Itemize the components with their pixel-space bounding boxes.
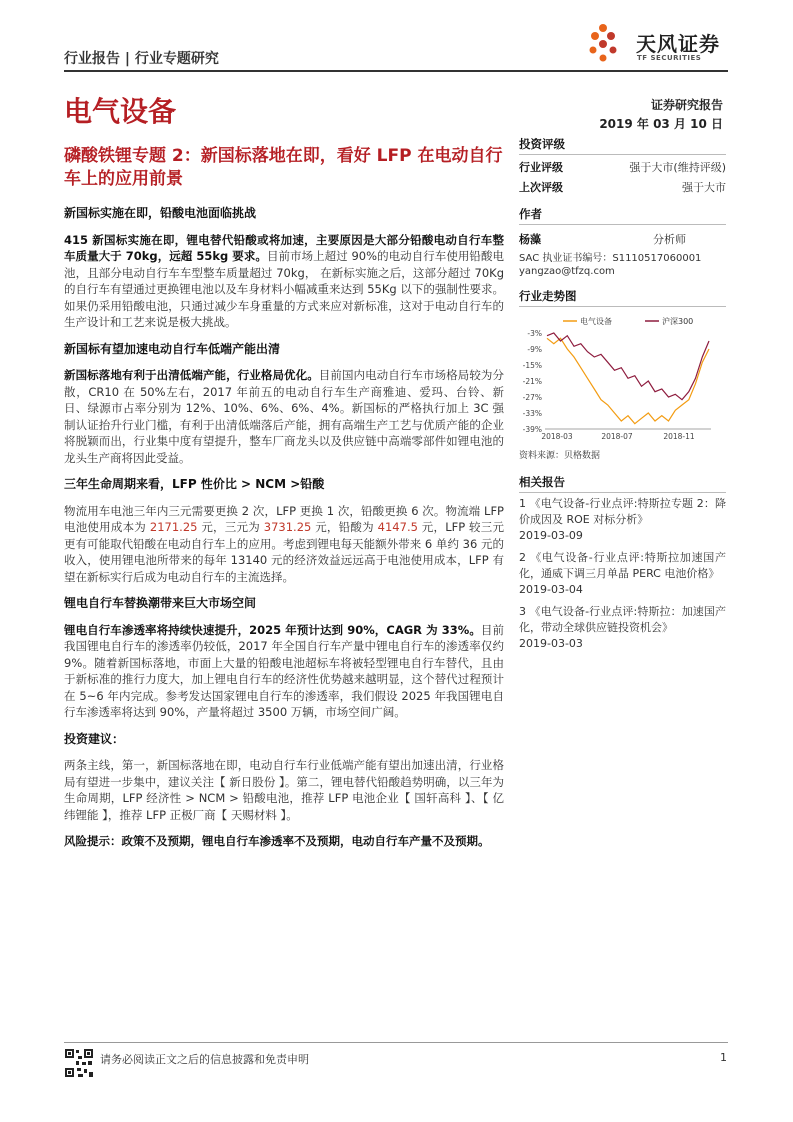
header-divider — [64, 70, 728, 72]
section-heading: 锂电自行车替换潮带来巨大市场空间 — [64, 596, 257, 610]
logo-mark-icon — [590, 24, 617, 62]
qr-code-icon — [64, 1048, 94, 1078]
paragraph: 物流用车电池三年内三元需要更换 2 次，LFP 更换 1 次，铅酸更换 6 次。物流端 LFP 电池使用成本为 2171.25 元，三元为 3731.25 元，铅酸为 4147.5 元，LFP 较三元更有可能取代铅酸在电动自行车上的应用。考虑到锂电每天能额外带来 6 单约 36 元的收入，使用锂电池所带来的每年 13140 元的经济效益远远高于电池使用成本，LFP 有望在新标实行后成为电动自行车的主流选择。 — [64, 503, 504, 584]
trend-chart — [519, 311, 726, 446]
x-tick-label: 2018-03 — [541, 432, 573, 441]
paragraph: 415 新国标实施在即，锂电替代铅酸或将加速，主要原因是大部分铅酸电动自行车整车质量大于 70kg，远超 55kg 要求。目前市场上超过 90%的电动自行车使用铅酸电池，且部分电动自行车车型整车质量超过 70kg， 在新标实施之后，这部分超过 70Kg 的自行车有望通过更换锂电池以及车身材料小幅减重来达到 55Kg 以下的强制性要求。如果仍采用铅酸电池，只通过减少车身重量的方式来应对新标准，这对于电动自行车的生产设计和工艺来说是极大挑战。 — [64, 232, 505, 329]
legend-label: 沪深300 — [662, 317, 694, 326]
chart-source: 资料来源：贝格数据 — [519, 451, 601, 461]
section-heading: 新国标实施在即，铅酸电池面临挑战 — [64, 206, 257, 220]
paragraph: 两条主线，第一，新国标落地在即，电动自行车行业低端产能有望出加速出清，行业格局有望进一步集中，建议关注【 新日股份 】。第二，锂电替代铅酸趋势明确，以三年为生命周期，LFP 经济性 > NCM > 铅酸电池，推荐 LFP 电池企业【 国轩高科 】、【 亿纬锂能 】，推荐 LFP 正极厂商【 天赐材料 】。 — [64, 758, 504, 822]
y-tick-label: -27% — [522, 393, 542, 402]
x-tick-label: 2018-11 — [663, 432, 695, 441]
value-ncm: 3731.25 — [263, 520, 312, 534]
author-block — [519, 206, 726, 277]
section-heading: 三年生命周期来看，LFP 性价比 > NCM >铅酸 — [64, 477, 325, 491]
rating-label: 行业评级 — [519, 161, 563, 174]
sector-title: 电气设备 — [64, 95, 177, 128]
section-heading: 投资建议： — [64, 731, 125, 746]
report-title: 磷酸铁锂专题 2：新国标落地在即，看好 LFP 在电动自行车上的应用前景 — [64, 146, 503, 189]
footer-divider — [64, 1042, 728, 1043]
logo-text-en: TF SECURITIES — [637, 54, 702, 62]
trend-chart-block — [519, 288, 726, 461]
rating-block — [519, 136, 726, 195]
author-email[interactable]: yangzao@tfzq.com — [519, 266, 615, 277]
y-tick-label: -33% — [522, 409, 542, 418]
report-date: 2019 年 03 月 10 日 — [599, 117, 723, 131]
y-tick-label: -39% — [522, 425, 542, 434]
y-tick-label: -15% — [522, 361, 542, 370]
author-heading: 作者 — [519, 206, 726, 225]
report-category: 行业报告 | 行业专题研究 — [64, 51, 219, 67]
series-line — [547, 333, 709, 400]
rating-heading: 投资评级 — [519, 136, 726, 155]
chart-heading: 行业走势图 — [519, 288, 726, 307]
related-report-item[interactable]: 1 《电气设备-行业点评:特斯拉专题 2：降价成因及 ROE 对标分析》 2019-03-09 — [519, 497, 726, 542]
section-heading: 新国标有望加速电动自行车低端产能出清 — [64, 341, 281, 356]
y-tick-label: -9% — [527, 345, 542, 354]
related-heading: 相关报告 — [519, 474, 726, 493]
logo-text-cn: 天风证券 — [636, 32, 720, 56]
footer-disclaimer: 请务必阅读正文之后的信息披露和免责申明 — [100, 1053, 309, 1066]
legend-label: 电气设备 — [580, 317, 612, 326]
report-type: 证券研究报告 — [650, 98, 723, 112]
author-cert: SAC 执业证书编号：S1110517060001 — [519, 253, 702, 264]
value-lead: 4147.5 — [377, 520, 418, 534]
related-reports — [519, 474, 726, 658]
paragraph: 锂电自行车渗透率将持续快速提升，2025 年预计达到 90%，CAGR 为 33%。目前我国锂电自行车的渗透率仍较低，2017 年全国自行车产量中锂电自行车的渗透率仅约 9%。随着新国标落地，市面上大量的铅酸电池超标车将被轻型锂电自行车替代，且由于新标准的推行力度大，加上锂电自行车的经济性优势越来越明显，这个替代过程预计在 5~6 年内完成。参考发达国家锂电自行车的渗透率，我们假设 2025 年我国锂电自行车渗透率将达到 90%，产量将超过 3500 万辆，市场空间广阔。 — [64, 622, 504, 719]
author-title: 分析师 — [653, 233, 686, 246]
value-lfp: 2171.25 — [149, 520, 198, 534]
series-line — [547, 338, 709, 423]
prev-rating-value: 强于大市 — [682, 181, 726, 194]
main-content — [64, 205, 504, 860]
author-name: 杨藻 — [519, 233, 541, 246]
page-number: 1 — [720, 1051, 727, 1064]
paragraph: 新国标落地有利于出清低端产能，行业格局优化。目前国内电动自行车市场格局较为分散，CR10 在 50%左右，2017 年前五的电动自行车生产商雅迪、爱玛、台铃、新日、绿源市占率分别为 12%、10%、6%、6%、4%。新国标的严格执行加上 3C 强制认证抬升行业门槛，有利于出清低端落后产能，拥有高端生产工艺与优质产能的企业将脱颖而出，行业集中度有望提升，整车厂商龙头以及供应链中高端零部件如锂电池的龙头生产商将因此受益。 — [64, 368, 504, 465]
y-tick-label: -3% — [527, 329, 542, 338]
y-tick-label: -21% — [522, 377, 542, 386]
related-report-item[interactable]: 2 《电气设备-行业点评:特斯拉加速国产化，通威下调三月单晶 PERC 电池价格》 2019-03-04 — [519, 551, 726, 596]
related-report-item[interactable]: 3 《电气设备-行业点评:特斯拉：加速国产化，带动全球供应链投资机会》 2019-03-03 — [519, 605, 726, 650]
rating-value: 强于大市(维持评级) — [629, 161, 726, 174]
prev-rating-label: 上次评级 — [519, 181, 563, 194]
x-tick-label: 2018-07 — [601, 432, 633, 441]
risk-warning: 风险提示：政策不及预期，锂电自行车渗透率不及预期，电动自行车产量不及预期。 — [64, 834, 490, 848]
